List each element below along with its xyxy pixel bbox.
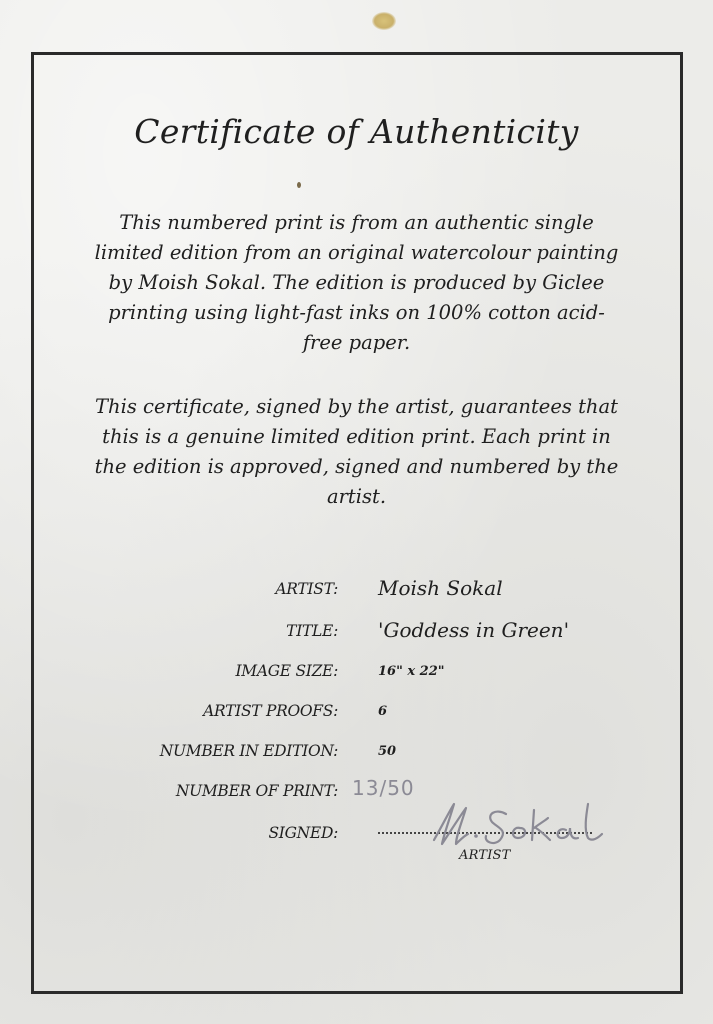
artist-label: ARTIST: xyxy=(275,580,338,598)
number-in-edition-label: NUMBER IN EDITION: xyxy=(159,742,338,760)
number-in-edition-row xyxy=(0,742,713,772)
title-label: TITLE: xyxy=(286,622,338,640)
title-row xyxy=(0,618,713,652)
title-value: 'Goddess in Green' xyxy=(378,618,570,642)
image-size-value: 16" x 22" xyxy=(378,664,445,679)
number-of-print-value: 13/50 xyxy=(352,776,415,800)
artist-proofs-row xyxy=(0,702,713,732)
artist-proofs-label: ARTIST PROOFS: xyxy=(203,702,338,720)
signature-caption: ARTIST xyxy=(459,848,511,863)
certificate-heading: Certificate of Authenticity xyxy=(134,112,579,151)
signed-label: SIGNED: xyxy=(268,824,338,842)
guarantee-paragraph: This certificate, signed by the artist, guarantees that this is a genuine limited edition print. Each print in the edition is approved, signed and numbered by the artist. xyxy=(94,395,619,508)
artist-value: Moish Sokal xyxy=(378,576,503,600)
authenticity-paragraph: This numbered print is from an authentic single limited edition from an original watercolour painting by Moish Sokal. The edition is produced by Giclee printing using light-fast inks on 100% cotton acid-free paper. xyxy=(94,211,619,354)
paper-stain xyxy=(372,12,396,30)
signed-row xyxy=(0,824,713,863)
number-in-edition-value: 50 xyxy=(378,744,397,759)
number-of-print-label: NUMBER OF PRINT: xyxy=(175,782,338,800)
artist-row xyxy=(0,576,713,610)
image-size-label: IMAGE SIZE: xyxy=(235,662,338,680)
artist-proofs-value: 6 xyxy=(378,704,388,719)
artist-signature xyxy=(420,796,640,852)
image-size-row xyxy=(0,662,713,692)
